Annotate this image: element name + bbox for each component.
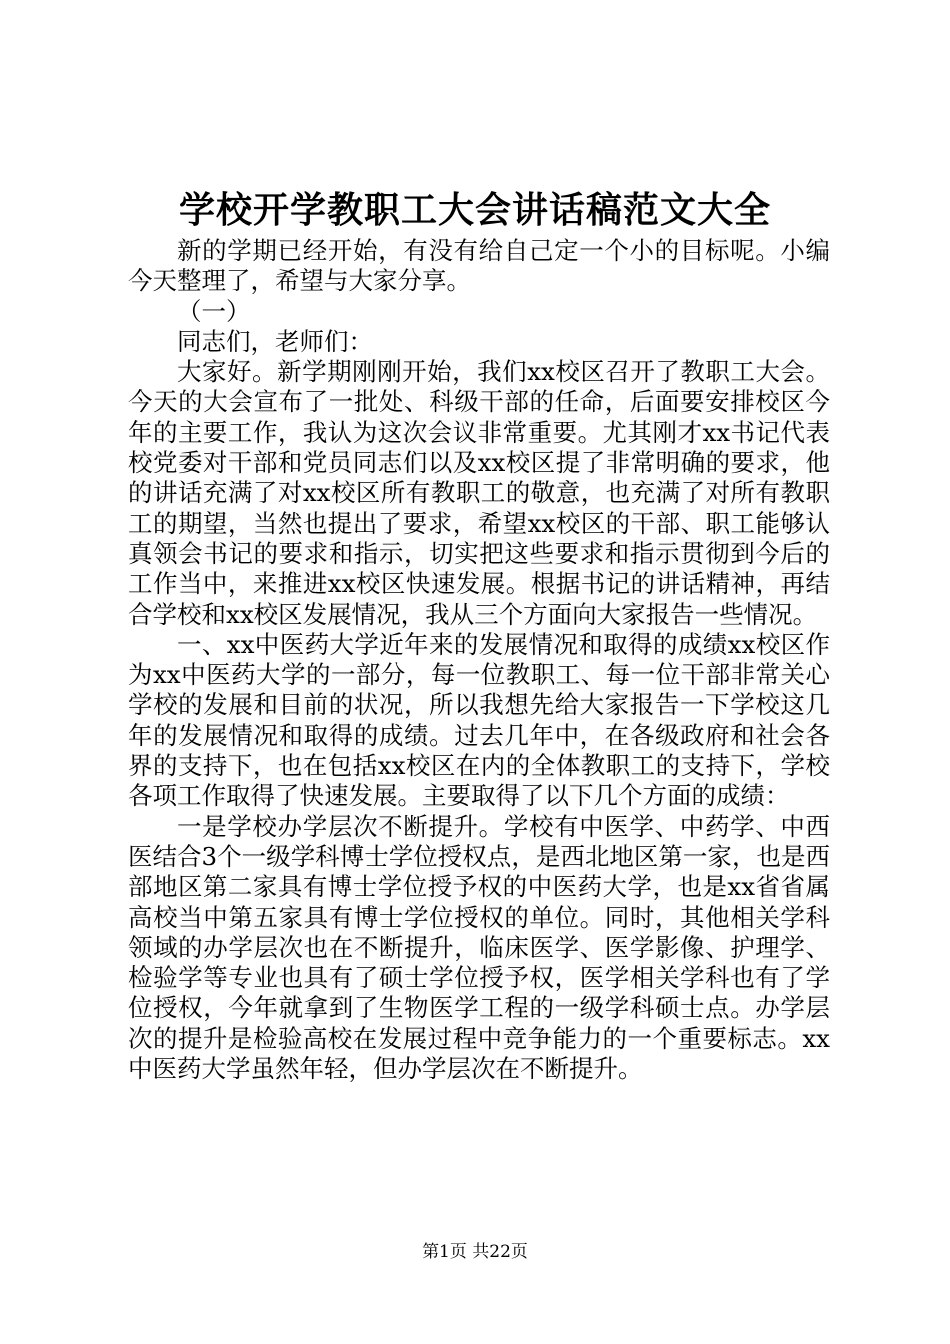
paragraph-salutation: 同志们，老师们： — [177, 326, 373, 356]
document-title: 学校开学教职工大会讲话稿范文大全 — [178, 189, 771, 231]
paragraph-section-one: 一、xx中医药大学近年来的发展情况和取得的成绩xx校区作为xx中医药大学的一部分，每一位教职工、每一位干部非常关心学校的发展和目前的状况，所以我想先给大家报告一下学校这几年的发展情况和取得的成绩。过去几年中，在各级政府和社会各界的支持下，也在包括xx校区在内的全体教职工的支持下，学校各项工作取得了快速发展。主要取得了以下几个方面的成绩： — [128, 629, 830, 811]
page-number-footer: 第1页 共22页 — [422, 1242, 528, 1262]
paragraph-intro: 新的学期已经开始，有没有给自己定一个小的目标呢。小编今天整理了，希望与大家分享。 — [128, 236, 830, 296]
document-body — [128, 236, 830, 1084]
paragraph-point-one: 一是学校办学层次不断提升。学校有中医学、中药学、中西医结合3个一级学科博士学位授权点，是西北地区第一家，也是西部地区第二家具有博士学位授予权的中医药大学，也是xx省省属高校当中第五家具有博士学位授权的单位。同时，其他相关学科领域的办学层次也在不断提升，临床医学、医学影像、护理学、检验学等专业也具有了硕士学位授予权，医学相关学科也有了学位授权，今年就拿到了生物医学工程的一级学科硕士点。办学层次的提升是检验高校在发展过程中竞争能力的一个重要标志。xx中医药大学虽然年轻，但办学层次在不断提升。 — [128, 811, 830, 1084]
paragraph-opening: 大家好。新学期刚刚开始，我们xx校区召开了教职工大会。今天的大会宣布了一批处、科级干部的任命，后面要安排校区今年的主要工作，我认为这次会议非常重要。尤其刚才xx书记代表校党委对干部和党员同志们以及xx校区提了非常明确的要求，他的讲话充满了对xx校区所有教职工的敬意，也充满了对所有教职工的期望，当然也提出了要求，希望xx校区的干部、职工能够认真领会书记的要求和指示，切实把这些要求和指示贯彻到今后的工作当中，来推进xx校区快速发展。根据书记的讲话精神，再结合学校和xx校区发展情况，我从三个方面向大家报告一些情况。 — [128, 357, 830, 629]
paragraph-section-marker: （一） — [177, 296, 251, 326]
